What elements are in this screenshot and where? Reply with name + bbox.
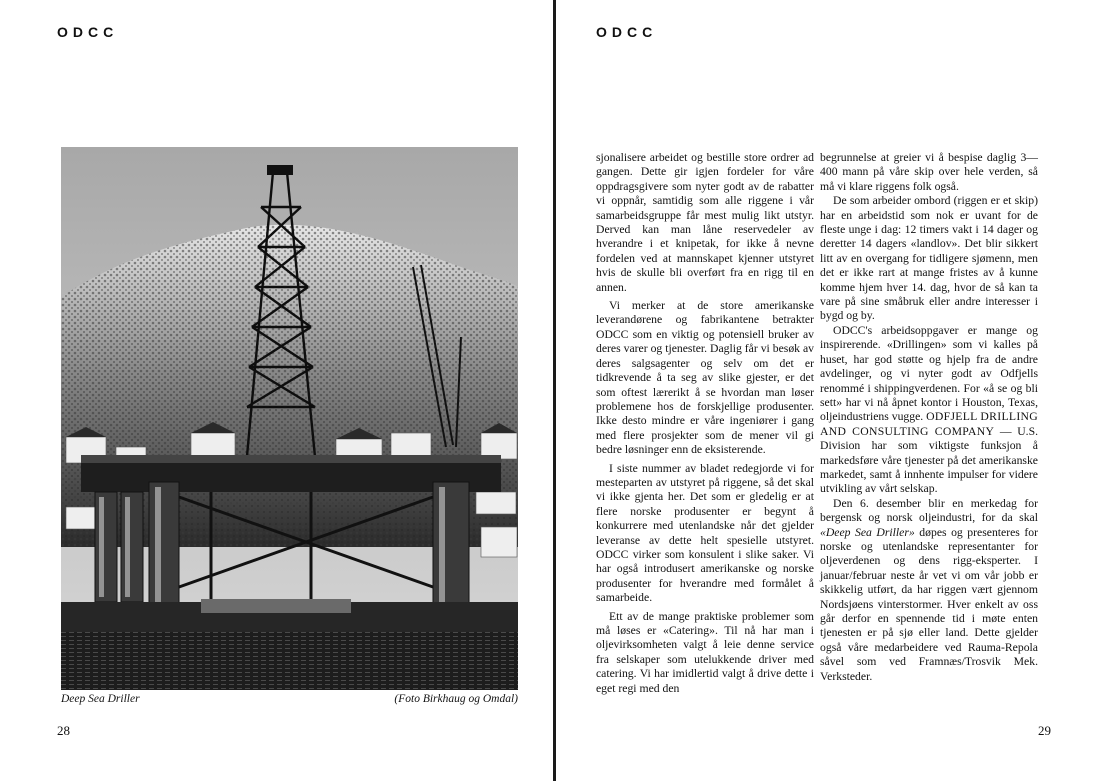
page-number-left: 28 (57, 723, 70, 738)
text-column-1 (596, 151, 814, 696)
paragraph (820, 497, 1038, 684)
paragraph-text: Den 6. desember blir en merkedag for bergensk og norsk oljeindustri, for da skal (820, 496, 1038, 525)
paragraph: begrunnelse at greier vi å bespise daglig 3—400 mann på våre skip over hele verden, så må vi klare riggens folk også. (820, 151, 1038, 193)
paragraph: Vi merker at de store amerikanske leverandørene og fabrikantene betrakter ODCC som en viktig og potensiell bruker av deres varer og tjenester. Daglig får vi besøk av deres salgsagenter og selv om det er tidkrevende å ta seg av slike gjester, er det som oftest lærerikt å se hvordan man løser problemene hos de forskjellige produsenter. Ikke desto mindre er våre ingeniører i gang med flere prosjekter som de mener vil gi bedre løsninger enn de eksisterende. (596, 299, 814, 457)
paragraph-text: ODCC's arbeidsoppgaver er mange og inspirerende. «Drillingen» som vi kalles på huset, har god støtte og hjelp fra de andre avdelinger, og vi nyter godt av Odfjells renommé i shippingverdenen. For «å se og bli sett» har vi nå åpnet kontor i Houston, Texas, oljeindustriens vugge. (820, 323, 1038, 424)
rig-photo-image (61, 147, 518, 690)
rig-name: «Deep Sea Driller» (820, 525, 915, 539)
paragraph: Ett av de mange praktiske problemer som må løses er «Catering». Til nå har man i oljevirksomheten valgt å leie denne service fra selskaper som utelukkende driver med catering. Vi har imidlertid valgt å drive dette i eget regi med den (596, 609, 814, 695)
photo-caption: Deep Sea Driller (61, 693, 140, 705)
paragraph (820, 324, 1038, 497)
paragraph-text: — U.S. Division har som viktigste funksjon å markedsføre våre tjenester på det amerikanske markedet, samt å innhente impulser for videre utvikling av vårt selskap. (820, 424, 1038, 496)
right-page (556, 0, 1100, 781)
paragraph: De som arbeider ombord (riggen er et skip) har en arbeidstid som nok er uvant for de fleste unge i dag: 12 timers vakt i 14 dager og deretter 14 dagers «landlov». Det blir sikkert litt av en overgang for tidligere sjømenn, men det er ikke rart at mange fristes av å kunne komme hjem hver 14. dag, hvor de så kan ta vare på sine småbruk eller andre interesser i bygd og by. (820, 194, 1038, 323)
paragraph: sjonalisere arbeidet og bestille store ordrer ad gangen. Dette gir igjen fordeler for våre oppdragsgivere som nyter godt av de rabatter vi oppnår, samtidig som alle riggene i vår samarbeidsgruppe får mest mulig likt utstyr. Derved kan man låne reservedeler av hverandre i et knipetak, for ikke å nevne fordelen ved at mannskapet kjenner utstyret hvis de skulle bli overført fra en rigg til en annen. (596, 151, 814, 294)
rig-photo (61, 147, 518, 690)
running-head-left: ODCC (57, 24, 119, 40)
paragraph: I siste nummer av bladet redegjorde vi for mesteparten av utstyret på riggene, så det skal vi ikke gjenta her. Det som er gledelig er at flere norske produsenter er begynt å konkurrere med utenlandske når det gjelder leveranse av dette helt spesielle utstyret. ODCC virker som konsulent i slike saker. Vi har også introdusert amerikanske og norske produsenter for hverandre med formålet å samarbeide. (596, 461, 814, 605)
running-head-right: ODCC (596, 24, 658, 40)
text-column-2 (820, 151, 1038, 684)
company-name: ODFJELL DRILLING AND CONSULTING COMPANY (820, 410, 1038, 438)
photo-credit: (Foto Birkhaug og Omdal) (394, 693, 518, 705)
paragraph-text: døpes og presenteres for norske og utenlandske representanter for oljeverdenen og dens rigg-eksperter. I januar/februar neste år vet vi om vår jobb er skikkelig utført, da har riggen vært gjennom Nordsjøens vinterstormer. Hver enkelt av oss går derfor en spennende tid i møte enten tjenesten er på sjø eller land. Dette gjelder også våre medarbeidere ved Rauma-Repola såvel som ved Framnæs/Trosvik Mek. Verksteder. (820, 525, 1039, 683)
page-number-right: 29 (1038, 723, 1051, 738)
